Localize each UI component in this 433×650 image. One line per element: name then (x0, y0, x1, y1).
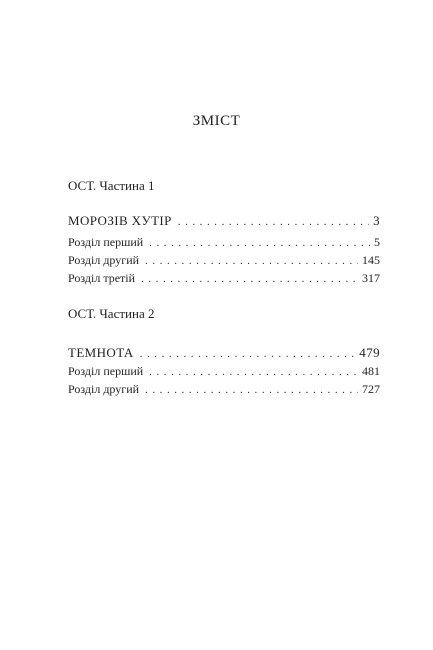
dot-leader (141, 271, 358, 287)
toc-entry (68, 381, 380, 397)
part-heading-2: ОСТ. Частина 2 (68, 306, 155, 321)
toc-entry (68, 252, 380, 268)
dot-leader (178, 214, 369, 230)
toc-entry-page: 145 (362, 253, 380, 267)
toc-entry-page: 317 (362, 271, 380, 285)
toc-entry-page: 727 (362, 382, 380, 396)
toc-entry-page: 5 (374, 235, 380, 249)
dot-leader (149, 364, 358, 380)
toc-entry-label: Розділ третій (68, 271, 136, 285)
dot-leader (145, 382, 358, 398)
toc-entry-label: Розділ перший (68, 235, 144, 249)
toc-entry-page: 481 (362, 364, 380, 378)
toc-entry (68, 363, 380, 379)
toc-entry-label: Розділ другий (68, 382, 140, 396)
toc-entry (68, 234, 380, 250)
dot-leader (145, 253, 358, 269)
toc-entry-label: Розділ другий (68, 253, 140, 267)
toc-entry-page: 479 (359, 345, 380, 360)
dot-leader (149, 235, 370, 251)
toc-entry (68, 345, 380, 361)
toc-entry-label: ТЕМНОТА (68, 345, 134, 360)
part-heading-1: ОСТ. Частина 1 (68, 178, 155, 193)
toc-title: ЗМІСТ (192, 113, 241, 129)
toc-entry-label: МОРОЗІВ ХУТІР (68, 213, 172, 228)
dot-leader (140, 346, 356, 362)
toc-entry (68, 270, 380, 286)
toc-entry-label: Розділ перший (68, 364, 144, 378)
toc-entry (68, 213, 380, 229)
toc-entry-page: 3 (373, 213, 380, 228)
